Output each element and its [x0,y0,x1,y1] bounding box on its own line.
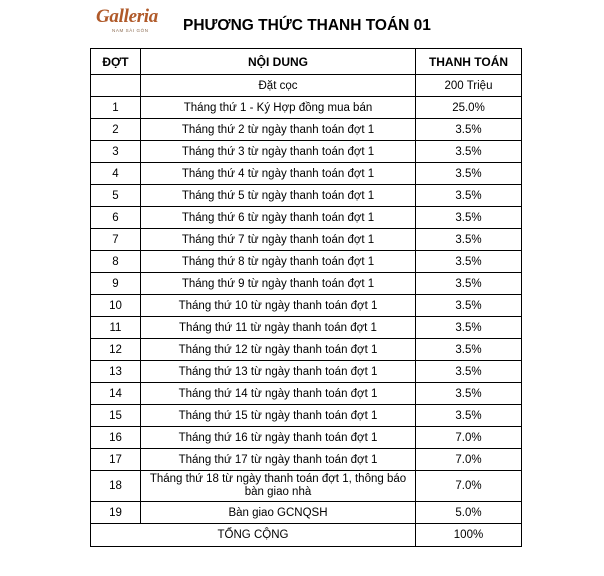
table-row [91,339,522,361]
cell-content: Tháng thứ 16 từ ngày thanh toán đợt 1 [141,427,416,449]
cell-payment: 3.5% [416,273,522,295]
cell-content: Tháng thứ 8 từ ngày thanh toán đợt 1 [141,251,416,273]
table-row [91,207,522,229]
table-row [91,185,522,207]
cell-period: 11 [91,317,141,339]
table-row [91,361,522,383]
page-title: PHƯƠNG THỨC THANH TOÁN 01 [183,17,431,34]
cell-content: Tháng thứ 1 - Ký Hợp đồng mua bán [141,97,416,119]
galleria-logo [96,6,180,36]
cell-content: Tháng thứ 14 từ ngày thanh toán đợt 1 [141,383,416,405]
cell-content: Tháng thứ 3 từ ngày thanh toán đợt 1 [141,141,416,163]
cell-content: Tháng thứ 5 từ ngày thanh toán đợt 1 [141,185,416,207]
cell-period: 15 [91,405,141,427]
cell-content: Tháng thứ 11 từ ngày thanh toán đợt 1 [141,317,416,339]
cell-content: Tháng thứ 17 từ ngày thanh toán đợt 1 [141,449,416,471]
cell-payment: 3.5% [416,229,522,251]
header-payment: THANH TOÁN [416,49,522,75]
table-row [91,471,522,502]
table-row [91,405,522,427]
table-row [91,383,522,405]
cell-period: 9 [91,273,141,295]
cell-content: Tháng thứ 6 từ ngày thanh toán đợt 1 [141,207,416,229]
cell-period: 17 [91,449,141,471]
cell-period: 7 [91,229,141,251]
cell-payment: 3.5% [416,119,522,141]
cell-content: Tháng thứ 15 từ ngày thanh toán đợt 1 [141,405,416,427]
table-row [91,141,522,163]
table-row [91,449,522,471]
table-row [91,427,522,449]
cell-content: Tháng thứ 4 từ ngày thanh toán đợt 1 [141,163,416,185]
cell-period: 16 [91,427,141,449]
cell-content: Bàn giao GCNQSH [141,502,416,524]
cell-content: Tháng thứ 10 từ ngày thanh toán đợt 1 [141,295,416,317]
cell-payment: 3.5% [416,383,522,405]
cell-payment: 3.5% [416,251,522,273]
cell-content: Tháng thứ 7 từ ngày thanh toán đợt 1 [141,229,416,251]
table-row [91,273,522,295]
cell-payment: 7.0% [416,471,522,502]
table-row [91,75,522,97]
cell-payment: 3.5% [416,141,522,163]
table-row [91,317,522,339]
total-row [91,524,522,547]
cell-content: Đặt cọc [141,75,416,97]
cell-content: Tháng thứ 13 từ ngày thanh toán đợt 1 [141,361,416,383]
cell-period: 14 [91,383,141,405]
cell-content: Tháng thứ 12 từ ngày thanh toán đợt 1 [141,339,416,361]
table-header-row [91,49,522,75]
cell-period: 1 [91,97,141,119]
cell-period: 3 [91,141,141,163]
cell-payment: 3.5% [416,405,522,427]
cell-content: Tháng thứ 9 từ ngày thanh toán đợt 1 [141,273,416,295]
cell-payment: 25.0% [416,97,522,119]
cell-period: 6 [91,207,141,229]
total-payment: 100% [416,524,522,547]
cell-period: 13 [91,361,141,383]
cell-payment: 3.5% [416,339,522,361]
table-row [91,251,522,273]
logo-wordmark: Galleria [96,6,158,27]
cell-payment: 3.5% [416,163,522,185]
cell-payment: 3.5% [416,317,522,339]
cell-payment: 5.0% [416,502,522,524]
cell-content: Tháng thứ 18 từ ngày thanh toán đợt 1, thông báo bàn giao nhà [141,471,416,502]
table-row [91,163,522,185]
table-row [91,502,522,524]
logo-subtitle: NAM SÀI GÒN [112,28,149,33]
payment-schedule-table [90,48,522,547]
cell-period: 4 [91,163,141,185]
table-row [91,295,522,317]
cell-payment: 3.5% [416,295,522,317]
cell-period: 8 [91,251,141,273]
table-row [91,119,522,141]
cell-period: 5 [91,185,141,207]
cell-period [91,75,141,97]
cell-period: 19 [91,502,141,524]
total-label: TỔNG CỘNG [91,524,416,547]
cell-payment: 7.0% [416,427,522,449]
cell-period: 12 [91,339,141,361]
header-content: NỘI DUNG [141,49,416,75]
cell-payment: 200 Triệu [416,75,522,97]
cell-payment: 7.0% [416,449,522,471]
cell-payment: 3.5% [416,361,522,383]
cell-content: Tháng thứ 2 từ ngày thanh toán đợt 1 [141,119,416,141]
table-row [91,97,522,119]
cell-payment: 3.5% [416,185,522,207]
cell-period: 10 [91,295,141,317]
header-period: ĐỢT [91,49,141,75]
table-row [91,229,522,251]
cell-period: 2 [91,119,141,141]
cell-payment: 3.5% [416,207,522,229]
cell-period: 18 [91,471,141,502]
